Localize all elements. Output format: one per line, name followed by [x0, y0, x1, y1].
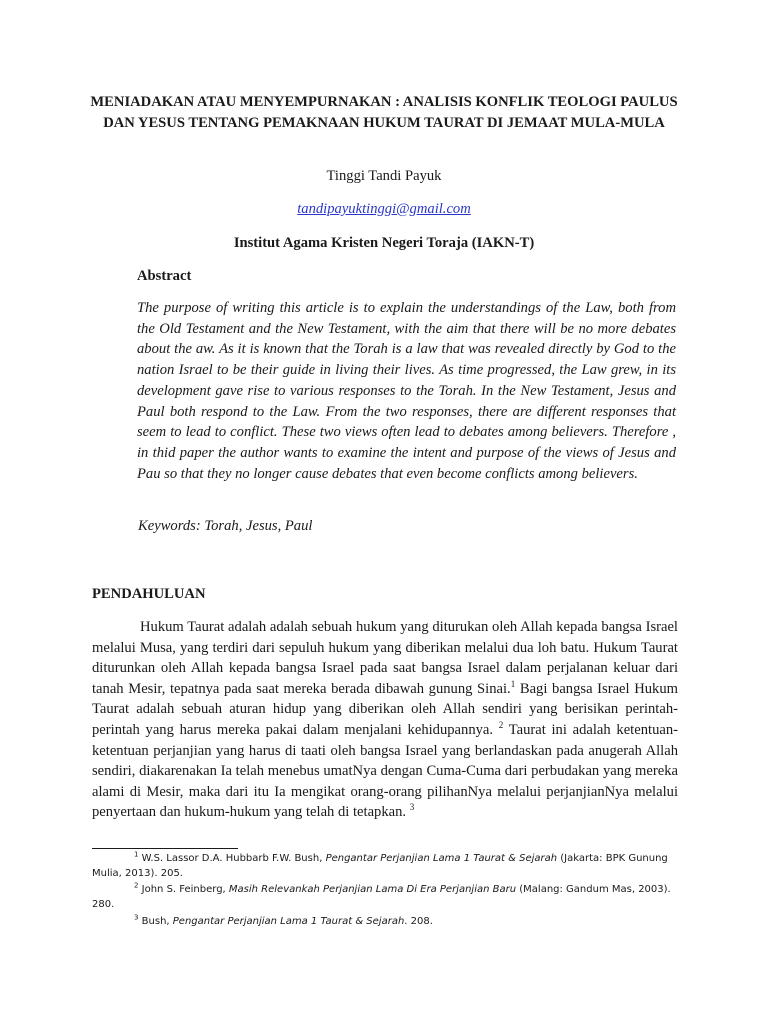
footnote-text: (Jakarta: BPK Gunung Mulia, 2013). 205. — [92, 853, 668, 879]
footnote-title: Masih Relevankah Perjanjian Lama Di Era Perjanjian Baru — [228, 884, 517, 895]
footnote-text: . 208. — [404, 916, 433, 927]
body-text-segment: Hukum Taurat adalah adalah sebuah hukum yang diturukan oleh Allah kepada bangsa Israel melalui Musa, yang terdiri dari sepuluh hukum yang diberikan melalui dua loh batu. Hukum Taurat diturunkan oleh Allah kepada bangsa Israel pada saat bangsa Israel dalam perjalanan keluar dari tanah Mesir, tepatnya pada saat mereka berada dibawah gunung Sinai. — [92, 619, 678, 697]
footnote-ref-2[interactable]: 2 — [498, 720, 504, 731]
section-heading: PENDAHULUAN — [92, 586, 206, 602]
body-paragraph — [92, 617, 678, 823]
abstract-text: The purpose of writing this article is to explain the understandings of the Law, both from the Old Testament and the New Testament, with the aim that there will be no more debates about the aw. As it is known that the Torah is a law that was revealed directly by God to the nation Israel to be their guide in living their lives. As time progressed, the Law grew, in its development gave rise to various responses to the Torah. In the New Testament, Jesus and Paul both respond to the Law. From the two responses, there are different responses that seem to lead to conflict. These two views often lead to debates among believers. Therefore , in thid paper the author wants to examine the intent and purpose of the views of Jesus and Pau so that they no longer cause debates that even become conflicts among believers. — [137, 300, 676, 482]
footnote-ref-3[interactable]: 3 — [409, 802, 415, 813]
footnote-text: Bush, — [141, 916, 173, 927]
author-email-link[interactable]: tandipayuktinggi@gmail.com — [297, 201, 471, 217]
body-text-segment: Taurat ini adalah ketentuan-ketentuan perjanjian yang harus di taati oleh bangsa Israel yang berlandaskan pada anugerah Allah sendiri, diakarenakan Ia telah menebus umatNya dengan Cuma-Cuma dari perbudakan yang mereka alami di Mesir, maka dari itu Ia mengikat orang-orang pilihanNya melalui perjanjianNya melalui penyertaan dan hukum-hukum yang telah di tetapkan. — [92, 721, 678, 821]
keywords-line: Keywords: Torah, Jesus, Paul — [138, 518, 313, 534]
abstract-heading: Abstract — [137, 268, 192, 284]
footnote-text: W.S. Lassor D.A. Hubbarb F.W. Bush, — [141, 853, 326, 864]
footnote-number: 2 — [134, 881, 139, 890]
footnote-text: John S. Feinberg, — [141, 884, 229, 895]
footnote-number: 3 — [134, 913, 139, 922]
institution-name: Institut Agama Kristen Negeri Toraja (IAKN-T) — [233, 235, 535, 251]
footnote-title: Pengantar Perjanjian Lama 1 Taurat & Sejarah — [325, 853, 558, 864]
author-name: Tinggi Tandi Payuk — [326, 168, 442, 184]
footnote-text: (Malang: Gandum Mas, 2003). 280. — [92, 884, 671, 910]
footnote-number: 1 — [134, 850, 139, 859]
footnote-3 — [92, 915, 678, 930]
footnote-divider — [92, 848, 238, 849]
footnote-1 — [92, 852, 678, 881]
footnote-title: Pengantar Perjanjian Lama 1 Taurat & Sejarah — [172, 916, 405, 927]
footnote-ref-1[interactable]: 1 — [510, 678, 516, 689]
paper-title: MENIADAKAN ATAU MENYEMPURNAKAN : ANALISIS KONFLIK TEOLOGI PAULUS DAN YESUS TENTANG PEMAKNAAN HUKUM TAURAT DI JEMAAT MULA-MULA — [90, 94, 678, 131]
footnote-2 — [92, 883, 678, 912]
body-text-segment: Bagi bangsa Israel Hukum Taurat adalah sebuah aturan hidup yang diberikan oleh Allah sendiri yang berisikan perintah-perintah yang harus mereka pakai dalam menjalani kehidupannya. — [92, 680, 678, 738]
